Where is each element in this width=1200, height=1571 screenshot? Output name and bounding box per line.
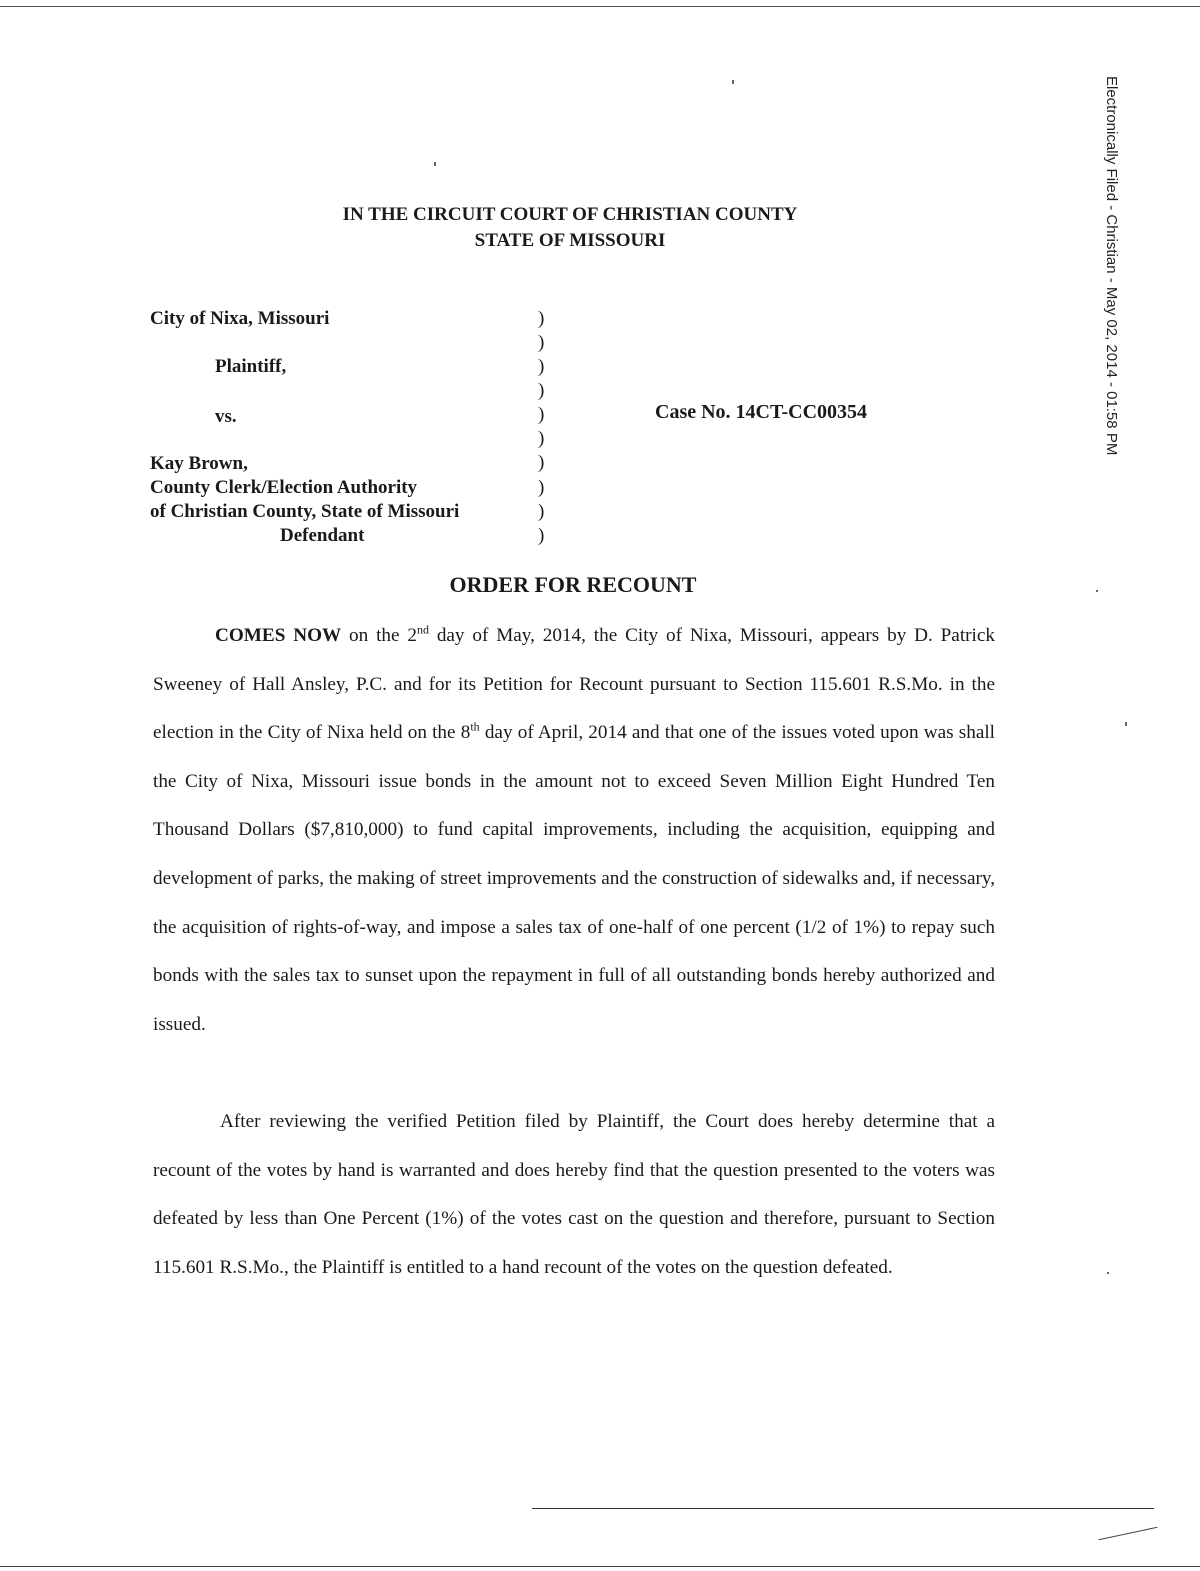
caption-paren: ) [538,452,545,473]
top-scan-edge-line [0,6,1200,7]
defendant-name: Kay Brown, [150,453,248,474]
paragraph-1-text-b: day of May, 2014, the City of Nixa, Missouri, appears by D. Patrick Sweeney of Hall Ansley, P.C. and for its Petition for Recount pursuant to Section 115.601 R.S.Mo. in the election in the City of Nixa held on the 8 [153,625,995,744]
bottom-scan-edge-line [0,1566,1200,1567]
versus-label: vs. [215,406,237,427]
signature-line [532,1508,1154,1509]
court-name-line1: IN THE CIRCUIT COURT OF CHRISTIAN COUNTY [342,204,798,225]
defendant-county: of Christian County, State of Missouri [150,501,460,522]
comes-now-lead: COMES NOW [215,625,342,646]
caption-paren: ) [538,308,545,329]
signature-stroke [1099,1527,1158,1540]
case-number: Case No. 14CT-CC00354 [655,401,868,423]
caption-paren: ) [538,501,545,522]
caption-paren: ) [538,428,545,449]
caption-paren: ) [538,356,545,377]
order-paragraph-2: After reviewing the verified Petition filed by Plaintiff, the Court does hereby determine that a recount of the votes by hand is warranted and does hereby find that the question presented to the voters was defeated by less than One Percent (1%) of the votes cast on the question and therefore, pursuant to Section 115.601 R.S.Mo., the Plaintiff is entitled to a hand recount of the votes on the question defeated. [153,1111,995,1278]
caption-paren: ) [538,380,545,401]
scan-speck [434,162,436,166]
defendant-role: Defendant [280,525,365,546]
scan-speck [1125,722,1127,726]
caption-paren: ) [538,525,545,546]
plaintiff-name: City of Nixa, Missouri [150,308,330,329]
electronic-filing-stamp: Electronically Filed - Christian - May 02, 2014 - 01:58 PM [1103,76,1120,456]
paragraph-1-text-c: day of April, 2014 and that one of the issues voted upon was shall the City of Nixa, Missouri issue bonds in the amount not to exceed Seven Million Eight Hundred Ten Thousand Dollars ($7,810,000) to fund capital improvements, including the acquisition, equipping and development of parks, the making of street improvements and the construction of sidewalks and, if necessary, the acquisition of rights-of-way, and impose a sales tax of one-half of one percent (1/2 of 1%) to repay such bonds with the sales tax to sunset upon the repayment in full of all outstanding bonds hereby authorized and issued. [153,722,995,1035]
ordinal-suffix-nd: nd [416,622,429,637]
plaintiff-role: Plaintiff, [215,356,287,377]
paragraph-1-text-a: on the 2 [341,625,417,646]
ordinal-suffix-th: th [470,719,480,734]
court-name-line2: STATE OF MISSOURI [474,230,666,251]
caption-paren: ) [538,477,545,498]
order-title: ORDER FOR RECOUNT [449,572,697,597]
caption-paren: ) [538,404,545,425]
scan-speck [1107,1272,1109,1274]
caption-paren: ) [538,332,545,353]
defendant-title: County Clerk/Election Authority [150,477,418,498]
scan-speck [1096,590,1098,592]
scan-speck [732,80,734,84]
order-paragraph-1 [153,612,995,1049]
